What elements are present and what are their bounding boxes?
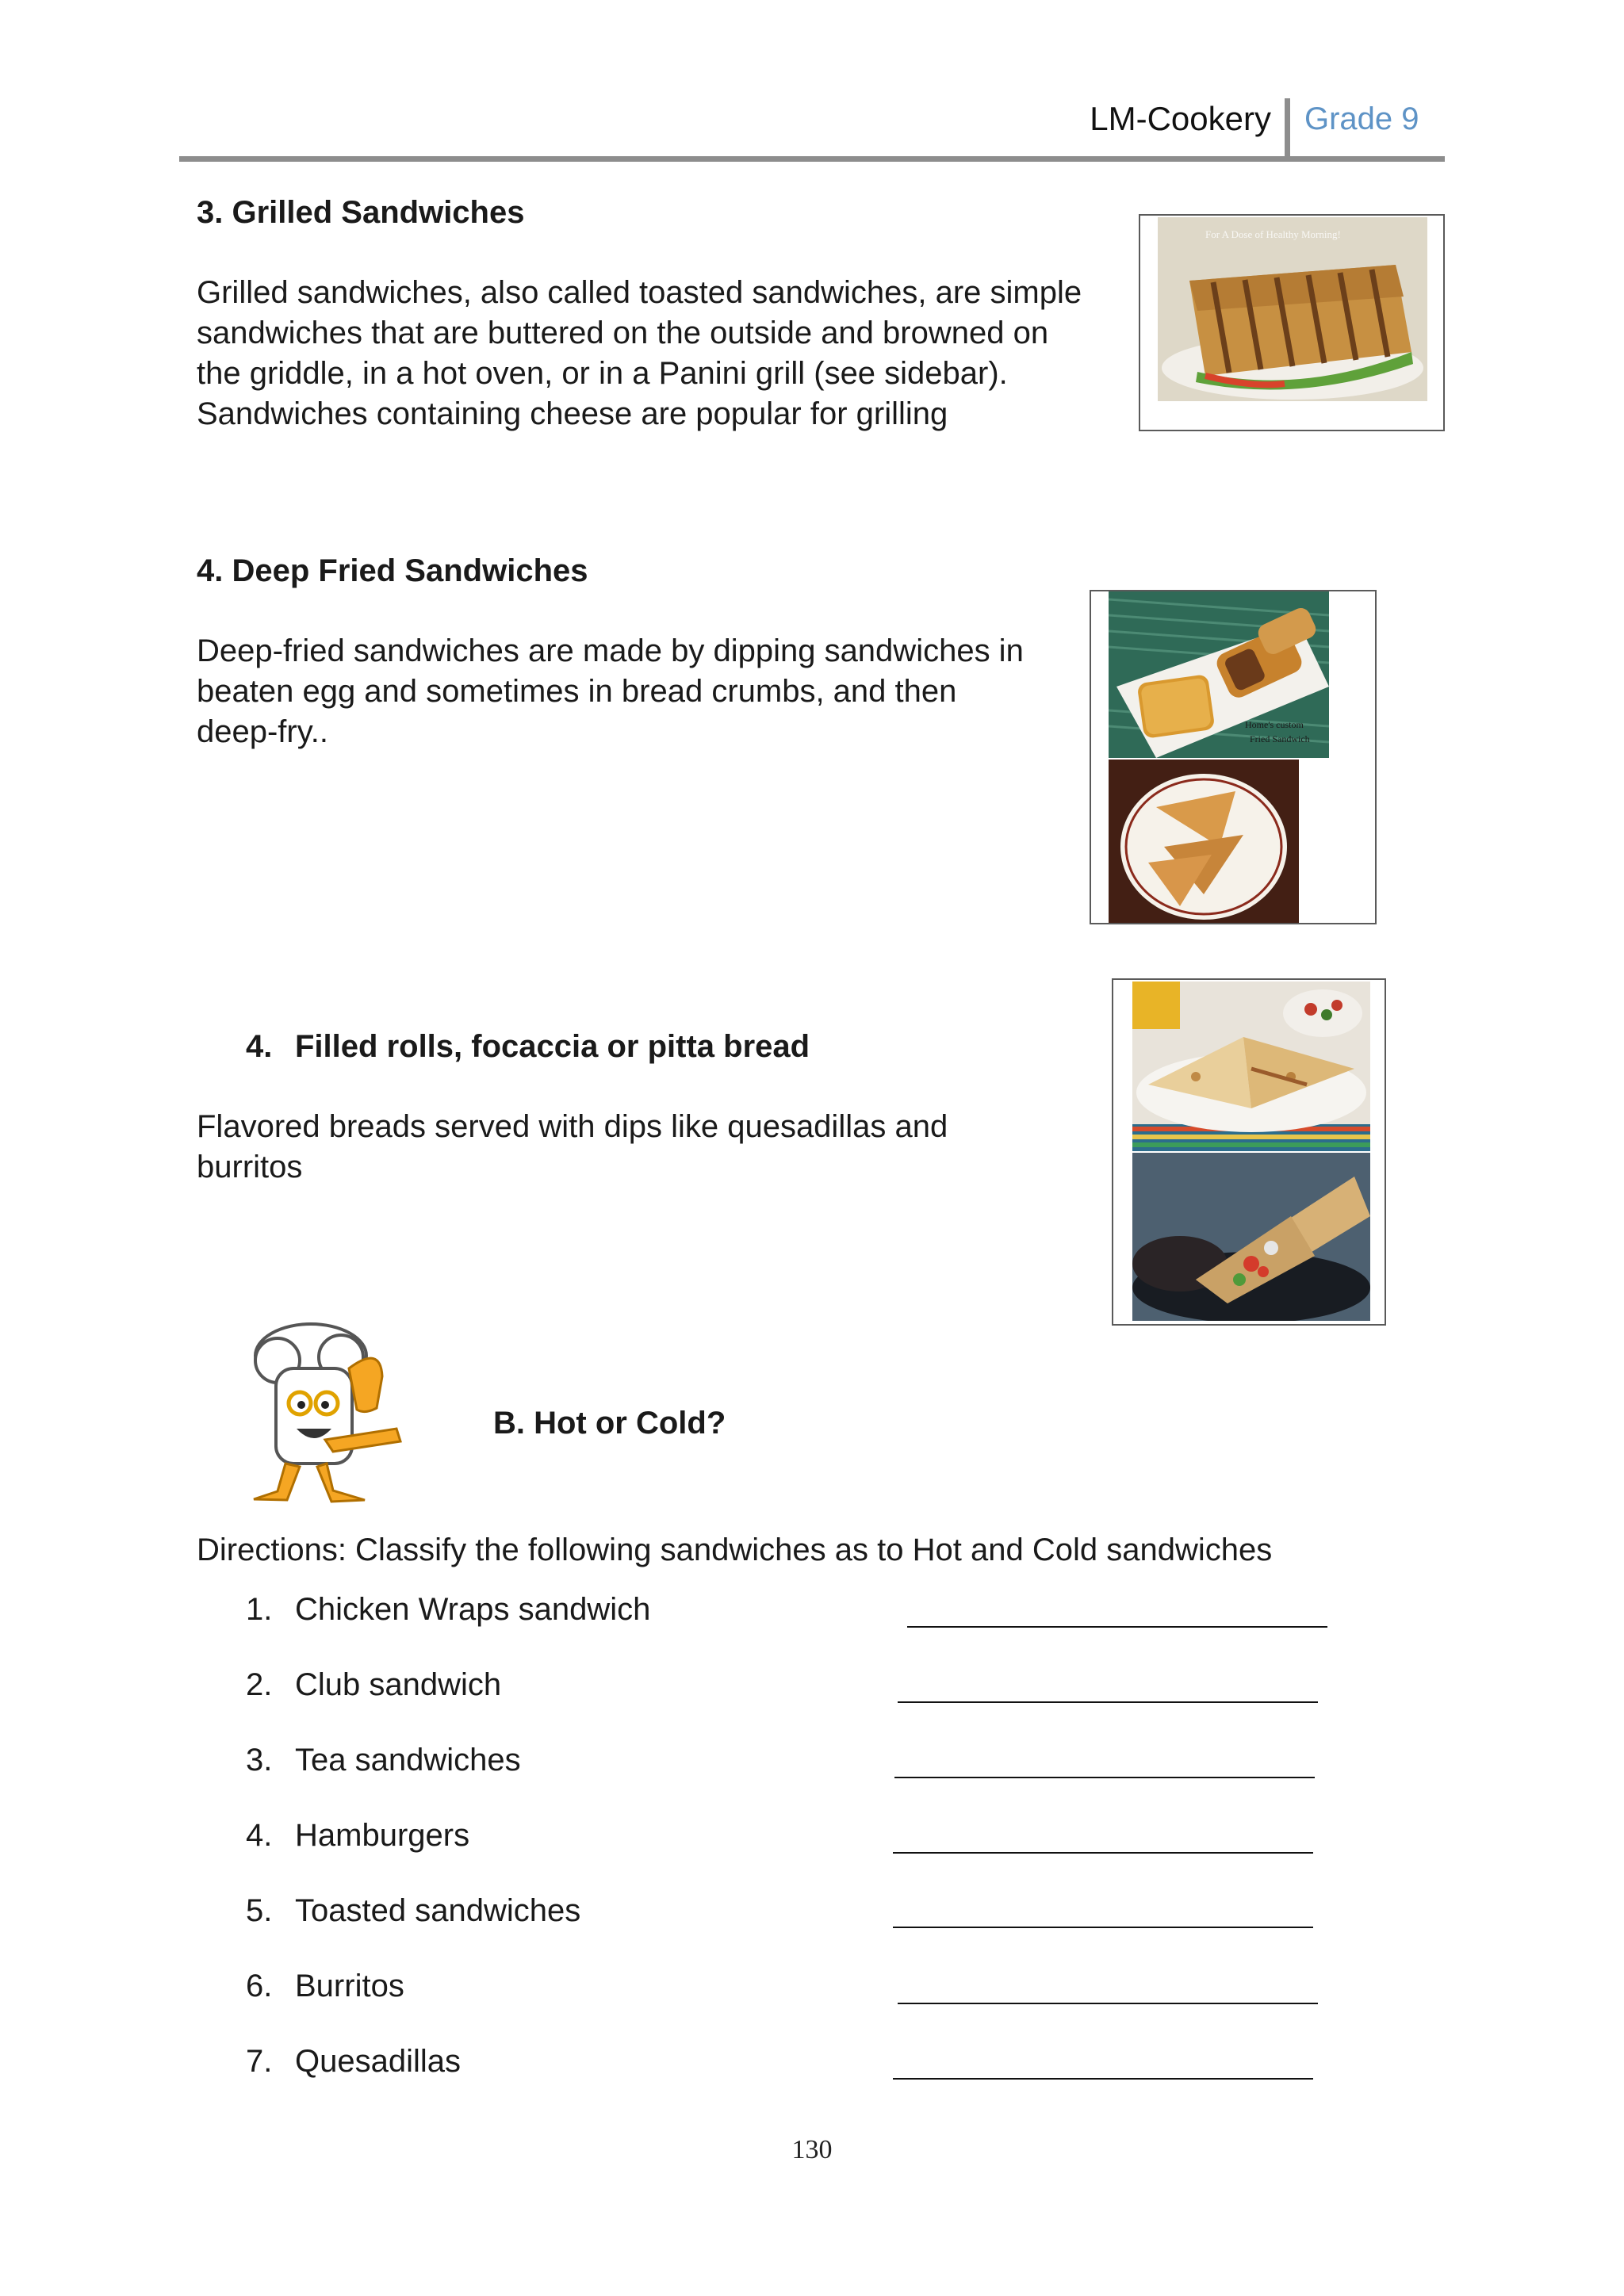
text-line: beaten egg and sometimes in bread crumbs, and then [197, 674, 957, 709]
item-text: Tea sandwiches [295, 1743, 521, 1777]
list-item [246, 1592, 650, 1628]
section-text-filled-rolls [197, 1107, 948, 1188]
answer-blank[interactable] [894, 1777, 1315, 1778]
answer-blank[interactable] [898, 1701, 1318, 1703]
list-item [246, 1969, 404, 2004]
chef-hat-mascot-icon [238, 1321, 420, 1511]
text-line: Flavored breads served with dips like quesadillas and [197, 1109, 948, 1144]
item-number: 1. [246, 1592, 273, 1627]
item-number: 7. [246, 2044, 273, 2079]
heading-text: Filled rolls, focaccia or pitta bread [295, 1029, 810, 1064]
directions-text: Directions: Classify the following sandwiches as to Hot and Cold sandwiches [197, 1533, 1273, 1567]
text-line: Sandwiches containing cheese are popular for grilling [197, 396, 948, 431]
list-item [246, 1743, 521, 1778]
text-line: the griddle, in a hot oven, or in a Panini grill (see sidebar). [197, 356, 1008, 391]
grilled-sandwich-photo [1158, 217, 1427, 401]
section-heading-grilled: 3. Grilled Sandwiches [197, 195, 525, 230]
item-number: 4. [246, 1818, 273, 1853]
activity-directions [197, 1530, 1272, 1571]
item-number: 2. [246, 1667, 273, 1702]
section-text-deep-fried [197, 631, 1024, 752]
text-line: burritos [197, 1150, 303, 1184]
text-line: Deep-fried sandwiches are made by dipping sandwiches in [197, 633, 1024, 668]
deep-fried-photo-bottom [1109, 760, 1299, 923]
filled-rolls-image-frame [1112, 978, 1386, 1326]
grilled-sandwich-image-frame [1139, 214, 1445, 431]
header-rule [179, 156, 1445, 162]
text-line: Grilled sandwiches, also called toasted sandwiches, are simple [197, 275, 1082, 310]
section-heading-deep-fried: 4. Deep Fried Sandwiches [197, 553, 588, 588]
item-text: Quesadillas [295, 2044, 462, 2079]
answer-blank[interactable] [907, 1626, 1327, 1628]
burrito-photo [1132, 1153, 1370, 1321]
section-text-grilled [197, 273, 1082, 434]
header-separator [1285, 98, 1290, 159]
list-item [246, 1893, 580, 1929]
section-heading-filled-rolls [246, 1029, 810, 1065]
deep-fried-image-frame [1090, 590, 1377, 924]
answer-blank[interactable] [893, 1852, 1313, 1854]
list-item [246, 1667, 501, 1703]
item-text: Chicken Wraps sandwich [295, 1592, 651, 1627]
text-line: deep-fry.. [197, 714, 328, 749]
page-number: 130 [791, 2135, 833, 2164]
list-item [246, 2044, 461, 2080]
item-number: 6. [246, 1969, 273, 2003]
activity-title: B. Hot or Cold? [493, 1406, 726, 1441]
header-subject: LM-Cookery [1090, 100, 1271, 137]
item-text: Hamburgers [295, 1818, 470, 1853]
header-grade: Grade 9 [1304, 101, 1419, 136]
item-text: Toasted sandwiches [295, 1893, 581, 1928]
grilled-photo-caption: For A Dose of Healthy Morning! [1205, 228, 1341, 240]
list-item [246, 1818, 469, 1854]
heading-number: 4. [246, 1029, 273, 1064]
quesadilla-photo [1132, 982, 1370, 1151]
fried-photo-caption-2: Fried Sandwich [1250, 733, 1310, 744]
deep-fried-photo-top [1109, 591, 1329, 758]
text-line: sandwiches that are buttered on the outside and browned on [197, 316, 1049, 350]
item-text: Burritos [295, 1969, 404, 2003]
answer-blank[interactable] [898, 2003, 1318, 2004]
fried-photo-caption-1: Home's custom [1245, 719, 1304, 730]
item-number: 3. [246, 1743, 273, 1777]
item-text: Club sandwich [295, 1667, 502, 1702]
item-number: 5. [246, 1893, 273, 1928]
answer-blank[interactable] [893, 2078, 1313, 2080]
answer-blank[interactable] [893, 1927, 1313, 1928]
